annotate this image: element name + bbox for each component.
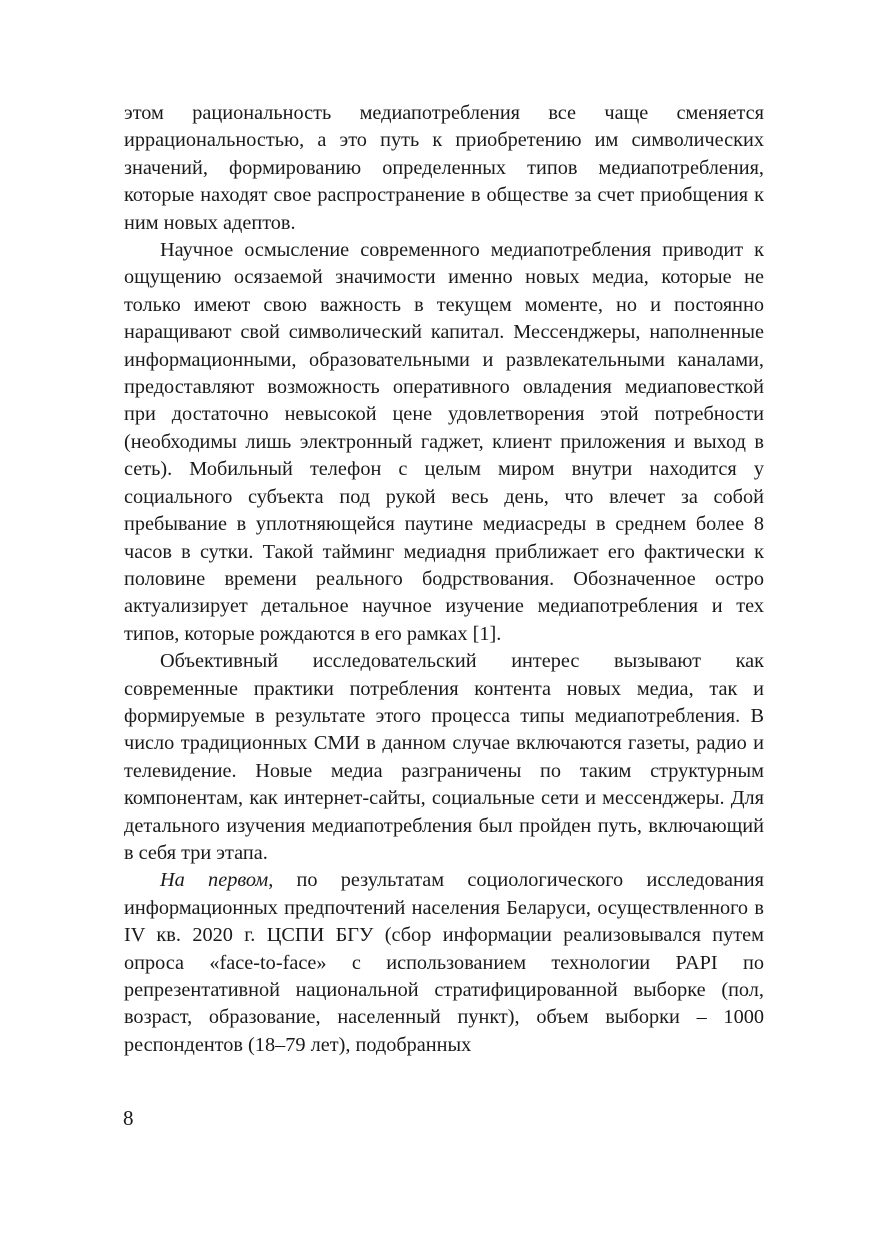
body-text bbox=[124, 100, 764, 1059]
paragraph-first-stage bbox=[124, 867, 764, 1059]
paragraph-continuation: этом рациональность медиапотребления все чаще сменяется иррациональностью, а это путь к приобретению им символических значений, формированию определенных типов медиапотребления, которые находят свое распространение в обществе за счет приобщения к ним новых адептов. bbox=[124, 102, 764, 234]
paragraph-first-stage-text: , по результатам социологического исследования информационных предпочтений населения Беларуси, осуществленного в IV кв. 2020 г. ЦСПИ БГУ (сбор информации реализовывался путем опроса «face-to-face» с использованием технологии PAPI по репрезентативной национальной стратифицированной выборке (пол, возраст, образование, населенный пункт), объем выборки – 1000 респондентов (18–79 лет), подобранных bbox=[124, 869, 764, 1056]
paragraph-research-interest: Объективный исследовательский интерес вызывают как современные практики потребления контента новых медиа, так и формируемые в результате этого процесса типы медиапотребления. В число традиционных СМИ в данном случае включаются газеты, радио и телевидение. Новые медиа разграничены по таким структурным компонентам, как интернет-сайты, социальные сети и мессенджеры. Для детального изучения медиапотребления был пройден путь, включающий в себя три этапа. bbox=[124, 650, 764, 864]
paragraph-lead-italic: На первом bbox=[160, 869, 269, 892]
paragraph-media-consumption: Научное осмысление современного медиапотребления приводит к ощущению осязаемой значимости именно новых медиа, которые не только имеют свою важность в текущем моменте, но и постоянно наращивают свой символический капитал. Мессенджеры, наполненные информационными, образовательными и развлекательными каналами, предоставляют возможность оперативного овладения медиаповесткой при достаточно невысокой цене удовлетворения этой потребности (необходимы лишь электронный гаджет, клиент приложения и выход в сеть). Мобильный телефон с целым миром внутри находится у социального субъекта под рукой весь день, что влечет за собой пребывание в уплотняющейся паутине медиасреды в среднем более 8 часов в сутки. Такой тайминг медиадня приближает его фактически к половине времени реального бодрствования. Обозначенное остро актуализирует детальное научное изучение медиапотребления и тех типов, которые рождаются в его рамках [1]. bbox=[124, 239, 764, 645]
page-number: 8 bbox=[123, 1106, 134, 1130]
